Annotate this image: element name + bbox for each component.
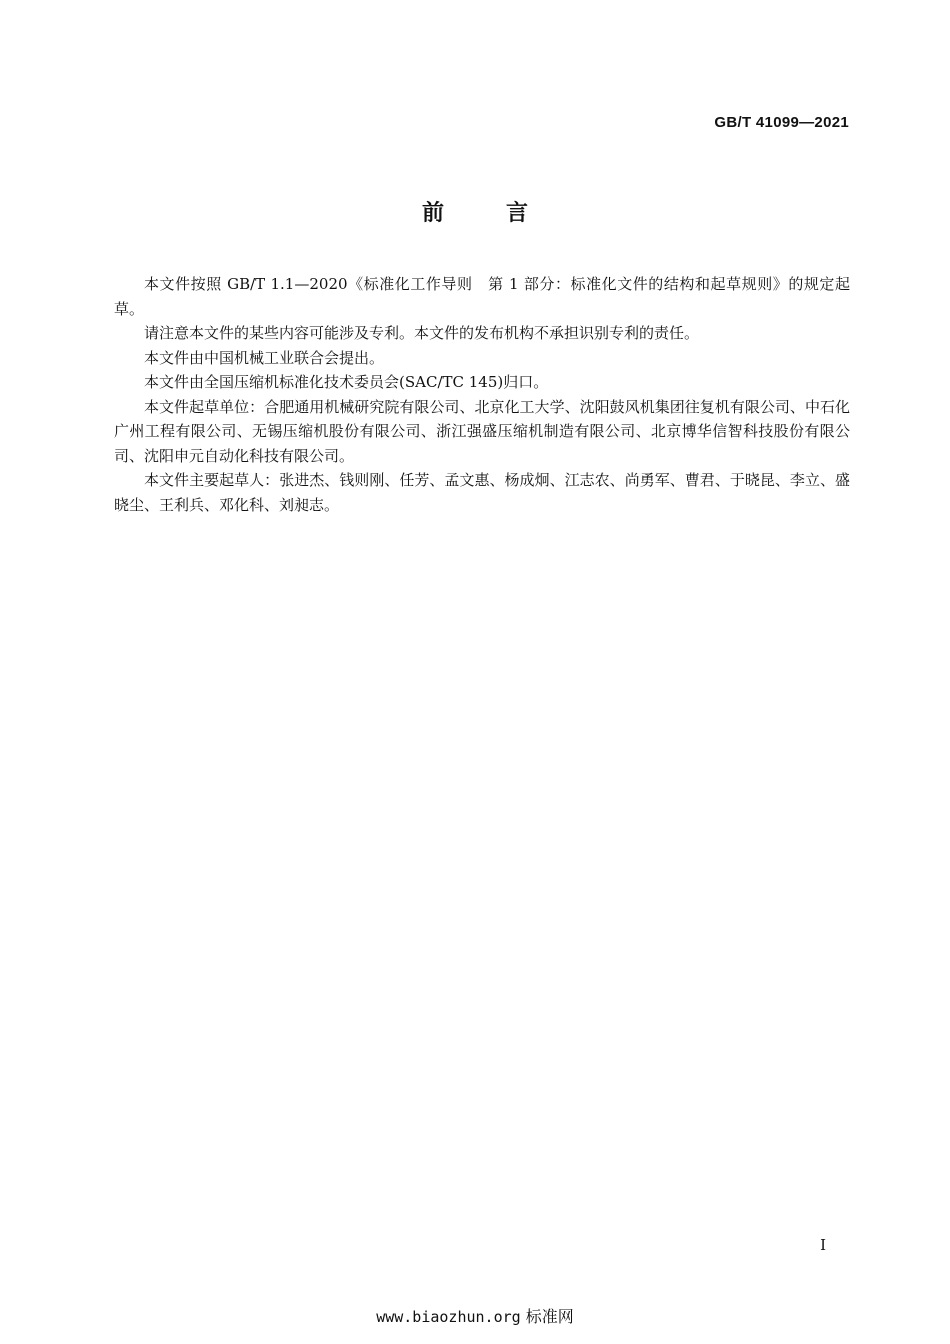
paragraph-drafting-units: 本文件起草单位：合肥通用机械研究院有限公司、北京化工大学、沈阳鼓风机集团往复机有限公司、中石化广州工程有限公司、无锡压缩机股份有限公司、浙江强盛压缩机制造有限公司、北京博华信智科技股份有限公司、沈阳申元自动化科技有限公司。 [114,397,850,465]
paragraph-technical-committee: 本文件由全国压缩机标准化技术委员会(SAC/TC 145)归口。 [144,373,549,391]
footer-site-name: 标准网 [525,1307,574,1326]
title-char-2: 言 [506,201,529,226]
page-number: I [820,1236,826,1254]
footer-url[interactable]: www.biaozhun.org [376,1308,521,1326]
section-title [0,196,950,227]
paragraph-proposer: 本文件由中国机械工业联合会提出。 [144,348,385,367]
foreword-body [114,272,850,517]
title-char-1: 前 [421,201,444,226]
paragraph-drafting-rules: 本文件按照 GB/T 1.1—2020《标准化工作导则 第 1 部分：标准化文件的结构和起草规则》的规定起草。 [114,275,850,318]
paragraph-drafters: 本文件主要起草人：张进杰、钱则刚、任芳、孟文惠、杨成炯、江志农、尚勇军、曹君、于晓昆、李立、盛晓尘、王利兵、邓化科、刘昶志。 [114,471,850,514]
paragraph-patent-notice: 请注意本文件的某些内容可能涉及专利。本文件的发布机构不承担识别专利的责任。 [144,324,700,342]
standard-number: GB/T 41099—2021 [714,114,849,131]
footer [0,1304,950,1327]
